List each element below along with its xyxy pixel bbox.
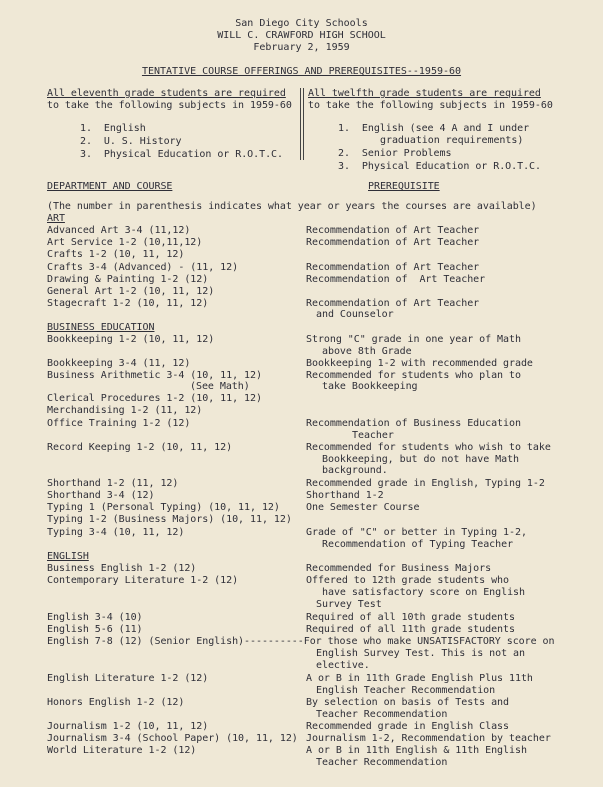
prereq-advanced-art: Recommendation of Art Teacher xyxy=(306,225,480,236)
prereq-world-literature-1: A or B in 11th English & 11th English xyxy=(306,745,527,756)
course-honors-english: Honors English 1-2 (12) xyxy=(47,697,185,708)
prereq-drawing-painting: Recommendation of Art Teacher xyxy=(306,274,486,285)
prereq-contemporary-literature-3: Survey Test xyxy=(316,599,382,610)
prereq-honors-english-1: By selection on basis of Tests and xyxy=(306,697,509,708)
twelfth-grade-heading-line1: All twelfth grade students are required xyxy=(308,88,541,99)
prereq-office-training-1: Recommendation of Business Education xyxy=(306,418,521,429)
course-business-arithmetic-note: (See Math) xyxy=(190,381,250,392)
prereq-english-7-8-2: English Survey Test. This is not an xyxy=(316,648,525,659)
department-course-heading: DEPARTMENT AND COURSE xyxy=(47,181,173,192)
course-typing-personal: Typing 1 (Personal Typing) (10, 11, 12) xyxy=(47,502,280,513)
prereq-journalism-3-4: Journalism 1-2, Recommendation by teacher xyxy=(306,733,551,744)
prereq-record-keeping-3: background. xyxy=(322,465,388,476)
course-business-arithmetic: Business Arithmetic 3-4 (10, 11, 12) xyxy=(47,370,262,381)
eleventh-item-1: 1. English xyxy=(80,123,146,134)
twelfth-item-1: 1. English (see 4 A and I under xyxy=(338,123,530,134)
course-world-literature: World Literature 1-2 (12) xyxy=(47,745,197,756)
twelfth-item-3: 3. Physical Education or R.O.T.C. xyxy=(338,161,541,172)
course-office-training: Office Training 1-2 (12) xyxy=(47,418,191,429)
course-art-service: Art Service 1-2 (10,11,12) xyxy=(47,237,203,248)
prereq-english-literature-1: A or B in 11th Grade English Plus 11th xyxy=(306,673,533,684)
prereq-shorthand-1-2: Recommended grade in English, Typing 1-2 xyxy=(306,478,545,489)
prerequisite-heading: PREREQUISITE xyxy=(368,181,440,192)
course-english-literature: English Literature 1-2 (12) xyxy=(47,673,209,684)
section-art: ART xyxy=(47,213,65,224)
prereq-shorthand-3-4: Shorthand 1-2 xyxy=(306,490,384,501)
section-business-education: BUSINESS EDUCATION xyxy=(47,322,155,333)
prereq-stagecraft-2: and Counselor xyxy=(316,309,394,320)
course-typing-business: Typing 1-2 (Business Majors) (10, 11, 12) xyxy=(47,514,292,525)
prereq-typing-3-4-2: Recommendation of Typing Teacher xyxy=(322,539,514,550)
prereq-contemporary-literature-1: Offered to 12th grade students who xyxy=(306,575,509,586)
course-journalism-1-2: Journalism 1-2 (10, 11, 12) xyxy=(47,721,209,732)
course-english-3-4: English 3-4 (10) xyxy=(47,612,143,623)
prereq-english-literature-2: English Teacher Recommendation xyxy=(316,685,496,696)
prereq-office-training-2: Teacher xyxy=(352,430,394,441)
course-record-keeping: Record Keeping 1-2 (10, 11, 12) xyxy=(47,442,233,453)
prereq-record-keeping-2: Bookkeeping, but do not have Math xyxy=(322,454,520,465)
column-divider xyxy=(300,88,304,160)
prereq-english-5-6: Required of all 11th grade students xyxy=(306,624,515,635)
document-title: TENTATIVE COURSE OFFERINGS AND PREREQUISITES--1959-60 xyxy=(141,66,462,77)
prereq-world-literature-2: Teacher Recommendation xyxy=(316,757,448,768)
eleventh-grade-heading-line2: to take the following subjects in 1959-60 xyxy=(47,100,292,111)
prereq-typing-3-4-1: Grade of "C" or better in Typing 1-2, xyxy=(306,527,527,538)
prereq-bookkeeping-1-2-1: Strong "C" grade in one year of Math xyxy=(306,334,521,345)
course-journalism-3-4: Journalism 3-4 (School Paper) (10, 11, 12) xyxy=(47,733,298,744)
eleventh-grade-heading-line1: All eleventh grade students are required xyxy=(47,88,286,99)
section-english: ENGLISH xyxy=(47,551,89,562)
course-clerical-procedures: Clerical Procedures 1-2 (10, 11, 12) xyxy=(47,393,262,404)
prereq-honors-english-2: Teacher Recommendation xyxy=(316,709,448,720)
course-typing-3-4: Typing 3-4 (10, 11, 12) xyxy=(47,527,185,538)
eleventh-item-2: 2. U. S. History xyxy=(80,136,182,147)
course-english-7-8: English 7-8 (12) (Senior English)----------For those who make UNSATISFACTORY score on xyxy=(47,636,555,647)
prereq-typing-personal: One Semester Course xyxy=(306,502,420,513)
prereq-art-service: Recommendation of Art Teacher xyxy=(306,237,480,248)
prereq-record-keeping-1: Recommended for students who wish to take xyxy=(306,442,551,453)
document-date: February 2, 1959 xyxy=(253,42,350,53)
course-shorthand-1-2: Shorthand 1-2 (11, 12) xyxy=(47,478,179,489)
school-name: WILL C. CRAWFORD HIGH SCHOOL xyxy=(217,30,386,41)
course-crafts-3-4: Crafts 3-4 (Advanced) - (11, 12) xyxy=(47,262,239,273)
parenthesis-note: (The number in parenthesis indicates what year or years the courses are available) xyxy=(47,201,537,212)
district-name: San Diego City Schools xyxy=(235,18,368,29)
prereq-stagecraft-1: Recommendation of Art Teacher xyxy=(306,298,480,309)
course-drawing-painting: Drawing & Painting 1-2 (12) xyxy=(47,274,209,285)
twelfth-item-2: 2. Senior Problems xyxy=(338,148,452,159)
prereq-crafts-3-4: Recommendation of Art Teacher xyxy=(306,262,480,273)
course-business-english: Business English 1-2 (12) xyxy=(47,563,197,574)
twelfth-grade-heading-line2: to take the following subjects in 1959-60 xyxy=(308,100,553,111)
prereq-bookkeeping-1-2-2: above 8th Grade xyxy=(322,346,412,357)
course-crafts-1-2: Crafts 1-2 (10, 11, 12) xyxy=(47,249,185,260)
course-general-art: General Art 1-2 (10, 11, 12) xyxy=(47,286,215,297)
prereq-journalism-1-2: Recommended grade in English Class xyxy=(306,721,509,732)
course-contemporary-literature: Contemporary Literature 1-2 (12) xyxy=(47,575,239,586)
prereq-contemporary-literature-2: have satisfactory score on English xyxy=(322,587,525,598)
course-stagecraft: Stagecraft 1-2 (10, 11, 12) xyxy=(47,298,209,309)
prereq-english-3-4: Required of all 10th grade students xyxy=(306,612,515,623)
course-english-5-6: English 5-6 (11) xyxy=(47,624,143,635)
eleventh-item-3: 3. Physical Education or R.O.T.C. xyxy=(80,149,283,160)
course-shorthand-3-4: Shorthand 3-4 (12) xyxy=(47,490,155,501)
prereq-business-arithmetic-1: Recommended for students who plan to xyxy=(306,370,521,381)
twelfth-item-1-cont: graduation requirements) xyxy=(380,135,524,146)
prereq-business-arithmetic-2: take Bookkeeping xyxy=(322,381,418,392)
course-bookkeeping-1-2: Bookkeeping 1-2 (10, 11, 12) xyxy=(47,334,215,345)
course-bookkeeping-3-4: Bookkeeping 3-4 (11, 12) xyxy=(47,358,191,369)
prereq-english-7-8-3: elective. xyxy=(316,660,370,671)
course-advanced-art: Advanced Art 3-4 (11,12) xyxy=(47,225,191,236)
prereq-business-english: Recommended for Business Majors xyxy=(306,563,492,574)
course-merchandising: Merchandising 1-2 (11, 12) xyxy=(47,405,203,416)
prereq-bookkeeping-3-4: Bookkeeping 1-2 with recommended grade xyxy=(306,358,533,369)
